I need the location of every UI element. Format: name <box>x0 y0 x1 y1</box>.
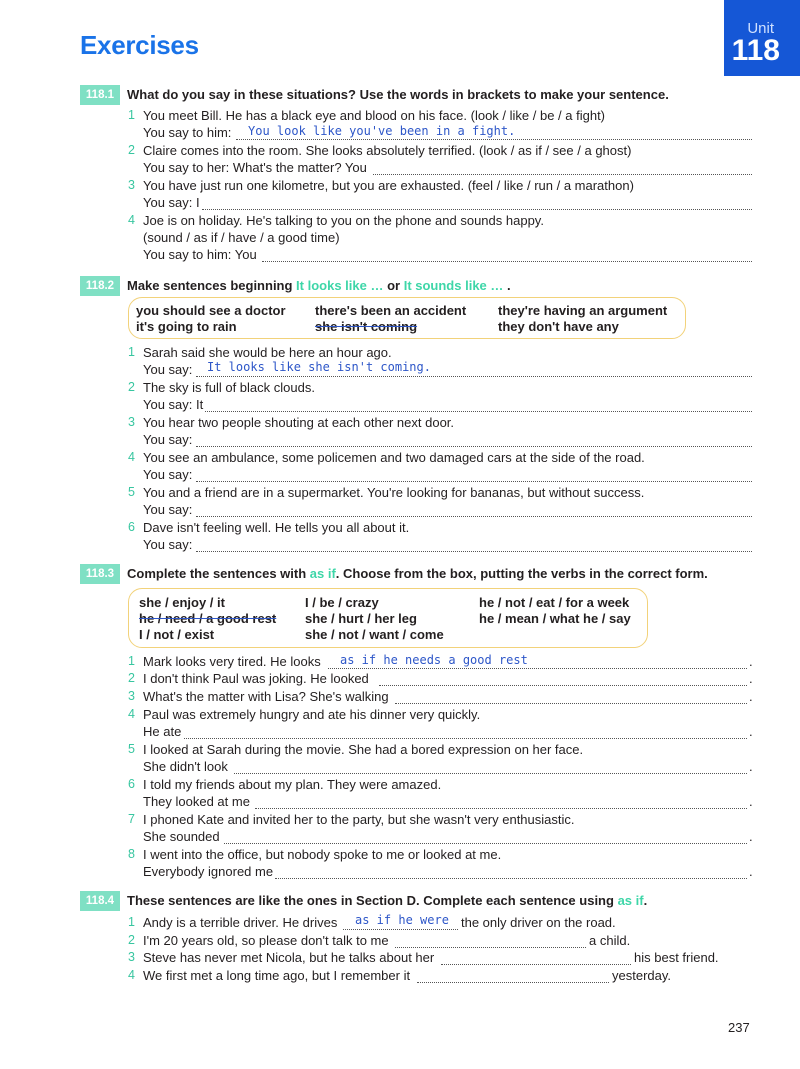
item-number: 2 <box>128 933 135 947</box>
item-prompt: You hear two people shouting at each other next door. <box>143 415 455 430</box>
item-sentence-2: She didn't look <box>143 759 228 774</box>
answer-line[interactable] <box>379 685 747 686</box>
item-sentence: Steve has never met Nicola, but he talks about her <box>143 950 435 965</box>
answer-line[interactable] <box>255 808 747 809</box>
item-sentence-2: She sounded <box>143 829 220 844</box>
item-number: 4 <box>128 450 135 464</box>
item-number: 2 <box>128 671 135 685</box>
item-number: 8 <box>128 847 135 861</box>
box-phrase: I / not / exist <box>139 627 215 642</box>
answer-line[interactable] <box>196 551 752 552</box>
item-lead: You say: <box>143 467 193 482</box>
item-number: 2 <box>128 380 135 394</box>
item-sentence: Andy is a terrible driver. He drives <box>143 915 338 930</box>
box-phrase-used: she isn't coming <box>315 319 418 334</box>
item-number: 6 <box>128 520 135 534</box>
handwritten-answer: You look like you've been in a fight. <box>248 124 516 138</box>
item-number: 6 <box>128 777 135 791</box>
handwritten-answer: as if he were <box>355 913 449 927</box>
box-phrase: she / enjoy / it <box>139 595 225 610</box>
answer-line[interactable] <box>373 174 752 175</box>
item-number: 1 <box>128 915 135 929</box>
answer-line[interactable] <box>196 516 752 517</box>
item-sentence-2: He ate <box>143 724 182 739</box>
answer-line[interactable] <box>417 982 609 983</box>
box-phrase: they're having an argument <box>498 303 668 318</box>
item-number: 3 <box>128 950 135 964</box>
answer-line[interactable] <box>196 446 752 447</box>
item-number: 3 <box>128 689 135 703</box>
exercise-number-118-3: 118.3 <box>80 564 120 584</box>
item-number: 1 <box>128 345 135 359</box>
page-title: Exercises <box>80 30 199 60</box>
answer-line[interactable] <box>236 139 752 140</box>
item-sentence-end: yesterday. <box>612 968 672 983</box>
period: . <box>749 759 753 774</box>
item-sentence: Paul was extremely hungry and ate his dinner very quickly. <box>143 707 481 722</box>
item-lead: You say to him: <box>143 125 232 140</box>
unit-label: Unit <box>747 20 774 37</box>
answer-line[interactable] <box>202 209 752 210</box>
answer-line[interactable] <box>234 773 747 774</box>
item-prompt: Claire comes into the room. She looks absolutely terrified. (look / as if / see / a ghost) <box>143 143 632 158</box>
item-prompt: You and a friend are in a supermarket. You're looking for bananas, but without success. <box>143 485 645 500</box>
item-prompt: Dave isn't feeling well. He tells you all about it. <box>143 520 410 535</box>
exercise-instruction: These sentences are like the ones in Section D. Complete each sentence using as if. <box>127 893 648 908</box>
period: . <box>749 829 753 844</box>
item-prompt: You meet Bill. He has a black eye and blood on his face. (look / like / be / a fight) <box>143 108 606 123</box>
exercise-instruction: Complete the sentences with as if. Choose from the box, putting the verbs in the correct form. <box>127 566 708 581</box>
item-prompt: The sky is full of black clouds. <box>143 380 315 395</box>
unit-number: 118 <box>731 34 780 67</box>
item-lead: You say: <box>143 502 193 517</box>
item-lead: You say: I <box>143 195 200 210</box>
answer-line[interactable] <box>275 878 747 879</box>
item-prompt-2: (sound / as if / have / a good time) <box>143 230 340 245</box>
exercise-instruction: Make sentences beginning It looks like … or It sounds like … . <box>127 278 511 293</box>
answer-line[interactable] <box>328 668 747 669</box>
item-lead: You say: It <box>143 397 204 412</box>
item-sentence: I'm 20 years old, so please don't talk to me <box>143 933 389 948</box>
period: . <box>749 654 753 669</box>
answer-line[interactable] <box>196 376 752 377</box>
box-phrase: I / be / crazy <box>305 595 379 610</box>
box-phrase: it's going to rain <box>136 319 237 334</box>
item-lead: You say to her: What's the matter? You <box>143 160 367 175</box>
answer-line[interactable] <box>395 703 747 704</box>
page-number: 237 <box>728 1020 750 1035</box>
answer-line[interactable] <box>395 947 586 948</box>
handwritten-answer: as if he needs a good rest <box>340 653 528 667</box>
item-sentence: Mark looks very tired. He looks <box>143 654 321 669</box>
answer-line[interactable] <box>441 964 631 965</box>
box-phrase-used: he / need / a good rest <box>139 611 277 626</box>
box-phrase: he / not / eat / for a week <box>479 595 630 610</box>
item-number: 4 <box>128 968 135 982</box>
item-lead: You say: <box>143 432 193 447</box>
item-sentence: I phoned Kate and invited her to the party, but she wasn't very enthusiastic. <box>143 812 575 827</box>
item-sentence: We first met a long time ago, but I remember it <box>143 968 411 983</box>
item-sentence-2: They looked at me <box>143 794 250 809</box>
item-lead: You say: <box>143 362 193 377</box>
answer-line[interactable] <box>262 261 752 262</box>
exercise-number-118-1: 118.1 <box>80 85 120 105</box>
handwritten-answer: It looks like she isn't coming. <box>207 360 431 374</box>
answer-line[interactable] <box>184 738 747 739</box>
item-prompt: You have just run one kilometre, but you are exhausted. (feel / like / run / a marathon) <box>143 178 634 193</box>
item-prompt: Joe is on holiday. He's talking to you on the phone and sounds happy. <box>143 213 544 228</box>
item-sentence: I told my friends about my plan. They were amazed. <box>143 777 442 792</box>
item-lead: You say: <box>143 537 193 552</box>
item-number: 3 <box>128 415 135 429</box>
period: . <box>749 724 753 739</box>
period: . <box>749 864 753 879</box>
box-phrase: you should see a doctor <box>136 303 286 318</box>
answer-line[interactable] <box>343 929 458 930</box>
item-number: 4 <box>128 213 135 227</box>
item-sentence-end: the only driver on the road. <box>461 915 616 930</box>
item-sentence-end: a child. <box>589 933 631 948</box>
box-phrase: he / mean / what he / say <box>479 611 631 626</box>
box-phrase: she / not / want / come <box>305 627 444 642</box>
item-lead: You say to him: You <box>143 247 257 262</box>
period: . <box>749 671 753 686</box>
period: . <box>749 689 753 704</box>
exercise-instruction: What do you say in these situations? Use the words in brackets to make your sentence. <box>127 87 669 102</box>
item-number: 7 <box>128 812 135 826</box>
answer-line[interactable] <box>196 481 752 482</box>
box-phrase: she / hurt / her leg <box>305 611 417 626</box>
item-sentence-2: Everybody ignored me <box>143 864 274 879</box>
item-number: 3 <box>128 178 135 192</box>
box-phrase: they don't have any <box>498 319 619 334</box>
item-number: 5 <box>128 485 135 499</box>
box-phrase: there's been an accident <box>315 303 467 318</box>
item-sentence: I don't think Paul was joking. He looked <box>143 671 369 686</box>
item-prompt: You see an ambulance, some policemen and two damaged cars at the side of the road. <box>143 450 645 465</box>
item-sentence: I went into the office, but nobody spoke to me or looked at me. <box>143 847 502 862</box>
unit-badge <box>724 0 800 76</box>
item-number: 4 <box>128 707 135 721</box>
period: . <box>749 794 753 809</box>
item-number: 2 <box>128 143 135 157</box>
item-number: 1 <box>128 654 135 668</box>
item-prompt: Sarah said she would be here an hour ago. <box>143 345 392 360</box>
item-number: 1 <box>128 108 135 122</box>
answer-line[interactable] <box>224 843 747 844</box>
item-sentence: What's the matter with Lisa? She's walking <box>143 689 389 704</box>
item-number: 5 <box>128 742 135 756</box>
exercise-number-118-4: 118.4 <box>80 891 120 911</box>
item-sentence: I looked at Sarah during the movie. She had a bored expression on her face. <box>143 742 584 757</box>
answer-line[interactable] <box>205 411 752 412</box>
item-sentence-end: his best friend. <box>634 950 719 965</box>
exercise-number-118-2: 118.2 <box>80 276 120 296</box>
